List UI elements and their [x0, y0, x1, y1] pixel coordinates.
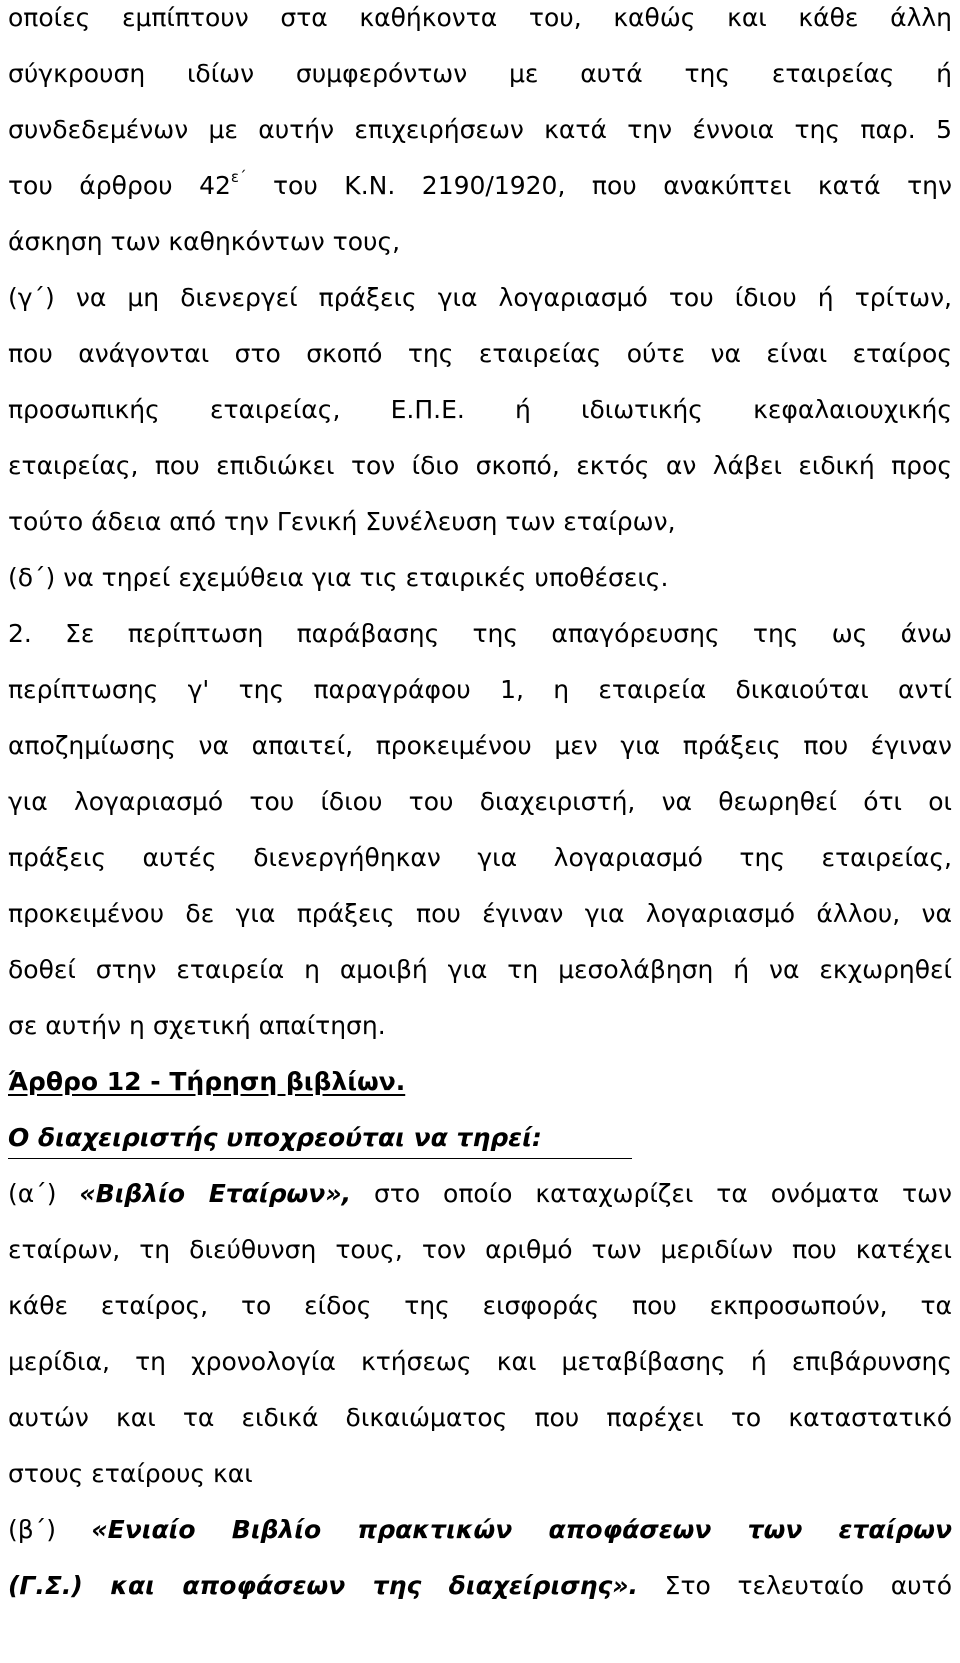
text-line: εταίρων, τη διεύθυνση τους, τον αριθμό των μεριδίων που κατέχει — [8, 1235, 952, 1264]
text-line — [8, 1558, 952, 1614]
text-line — [8, 158, 952, 214]
text-line: μερίδια, τη χρονολογία κτήσεως και μεταβίβασης ή επιβάρυνσης — [8, 1347, 952, 1376]
text-line: προσωπικής εταιρείας, Ε.Π.Ε. ή ιδιωτικής κεφαλαιουχικής — [8, 395, 952, 424]
item-title: «Βιβλίο Εταίρων», — [79, 1179, 352, 1208]
text-line: (δ΄) να τηρεί εχεμύθεια για τις εταιρικές υποθέσεις. — [8, 563, 669, 592]
text-line: περίπτωσης γ' της παραγράφου 1, η εταιρεία δικαιούται αντί — [8, 675, 952, 704]
item-title: «Ενιαίο Βιβλίο πρακτικών αποφάσεων των εταίρων — [91, 1515, 952, 1544]
text-line: συνδεδεμένων με αυτήν επιχειρήσεων κατά την έννοια της παρ. 5 — [8, 115, 952, 144]
text-line: αποζημίωσης να απαιτεί, προκειμένου μεν για πράξεις που έγιναν — [8, 731, 952, 760]
superscript: ε΄ — [230, 168, 247, 186]
text-line: άσκηση των καθηκόντων τους, — [8, 227, 401, 256]
item-b-line — [8, 1502, 952, 1558]
text-line: σε αυτήν η σχετική απαίτηση. — [8, 1011, 386, 1040]
text-fragment: του άρθρου 42 — [8, 171, 231, 200]
text-line: εταιρείας, που επιδιώκει τον ίδιο σκοπό, εκτός αν λάβει ειδική προς — [8, 451, 952, 480]
text-line: προκειμένου δε για πράξεις που έγιναν για λογαριασμό άλλου, να — [8, 899, 952, 928]
subheading: Ο διαχειριστής υποχρεούται να τηρεί: — [8, 1118, 632, 1159]
item-a-line — [8, 1166, 952, 1222]
item-marker: (β΄) — [8, 1515, 92, 1544]
text-line: οποίες εμπίπτουν στα καθήκοντα του, καθώς και κάθε άλλη — [8, 3, 952, 32]
article-heading: Άρθρο 12 - Τήρηση βιβλίων. — [8, 1067, 406, 1096]
text-line: πράξεις αυτές διενεργήθηκαν για λογαριασμό της εταιρείας, — [8, 843, 952, 872]
document-page — [8, 0, 952, 1614]
text-line: δοθεί στην εταιρεία η αμοιβή για τη μεσολάβηση ή να εκχωρηθεί — [8, 955, 952, 984]
text-line: στους εταίρους και — [8, 1459, 253, 1488]
text-line: (γ΄) να μη διενεργεί πράξεις για λογαριασμό του ίδιου ή τρίτων, — [8, 283, 952, 312]
text-fragment: Στο τελευταίο αυτό — [638, 1571, 952, 1600]
text-line: αυτών και τα ειδικά δικαιώματος που παρέχει το καταστατικό — [8, 1403, 952, 1432]
text-line: 2. Σε περίπτωση παράβασης της απαγόρευσης της ως άνω — [8, 619, 952, 648]
text-line: σύγκρουση ιδίων συμφερόντων με αυτά της εταιρείας ή — [8, 59, 952, 88]
text-line: κάθε εταίρος, το είδος της εισφοράς που εκπροσωπούν, τα — [8, 1291, 952, 1320]
subheading-line — [8, 1110, 952, 1166]
text-line: για λογαριασμό του ίδιου του διαχειριστή, να θεωρηθεί ότι οι — [8, 787, 952, 816]
text-fragment: στο οποίο καταχωρίζει τα ονόματα των — [351, 1179, 952, 1208]
item-title: (Γ.Σ.) και αποφάσεων της διαχείρισης». — [8, 1571, 639, 1600]
item-marker: (α΄) — [8, 1179, 80, 1208]
text-line: που ανάγονται στο σκοπό της εταιρείας ούτε να είναι εταίρος — [8, 339, 952, 368]
text-fragment: του Κ.Ν. 2190/1920, που ανακύπτει κατά την — [246, 171, 952, 200]
text-line: τούτο άδεια από την Γενική Συνέλευση των εταίρων, — [8, 507, 676, 536]
